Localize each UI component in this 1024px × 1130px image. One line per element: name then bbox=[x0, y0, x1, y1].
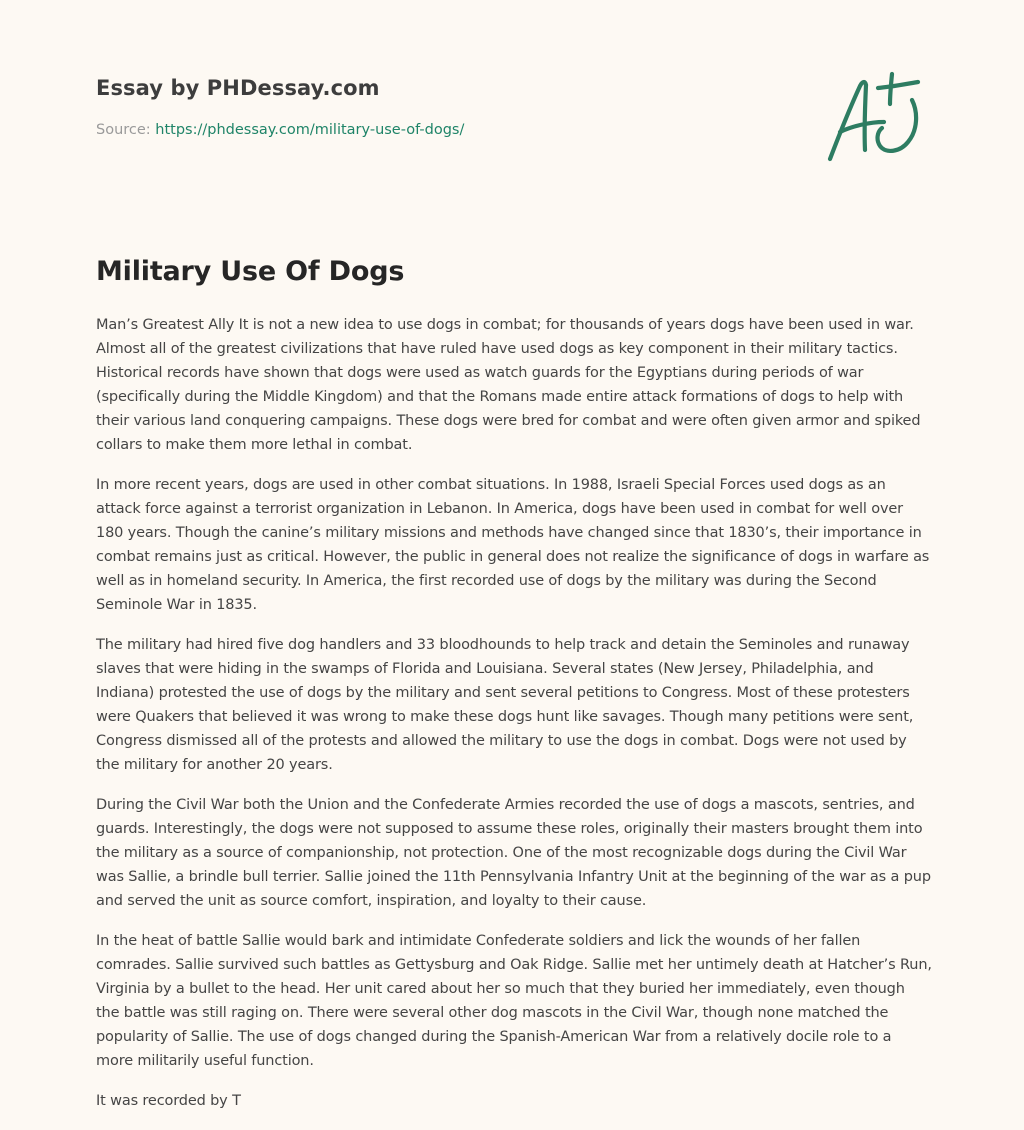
paragraph: It was recorded by T bbox=[96, 1093, 241, 1109]
article-title: Military Use Of Dogs bbox=[96, 256, 405, 287]
source-label: Source: bbox=[96, 122, 151, 138]
paragraph: Man’s Greatest Ally It is not a new idea to use dogs in combat; for thousands of years dogs have been used in war. Almost all of the greatest civilizations that have ruled have used dogs as key component in their military tactics. Historical records have shown that dogs were used as watch guards for the Egyptians during periods of war (specifically during the Middle Kingdom) and that the Romans made entire attack formations of dogs to help with their various land conquering campaigns. These dogs were bred for combat and were often given armor and spiked collars to make them more lethal in combat. bbox=[96, 317, 921, 453]
page-header bbox=[96, 76, 696, 138]
site-title: Essay by PHDessay.com bbox=[96, 76, 380, 100]
a-plus-grade-icon bbox=[822, 66, 928, 166]
paragraph: The military had hired five dog handlers and 33 bloodhounds to help track and detain the Seminoles and runaway slaves that were hiding in the swamps of Florida and Louisiana. Several states (New Jersey, Philadelphia, and Indiana) protested the use of dogs by the military and sent several petitions to Congress. Most of these protesters were Quakers that believed it was wrong to make these dogs hunt like savages. Though many petitions were sent, Congress dismissed all of the protests and allowed the military to use the dogs in combat. Dogs were not used by the military for another 20 years. bbox=[96, 637, 914, 773]
paragraph: In the heat of battle Sallie would bark and intimidate Confederate soldiers and lick the wounds of her fallen comrades. Sallie survived such battles as Gettysburg and Oak Ridge. Sallie met her untimely death at Hatcher’s Run, Virginia by a bullet to the head. Her unit cared about her so much that they buried her immediately, even though the battle was still raging on. There were several other dog mascots in the Civil War, though none matched the popularity of Sallie. The use of dogs changed during the Spanish-American War from a relatively docile role to a more militarily useful function. bbox=[96, 933, 932, 1069]
paragraph: During the Civil War both the Union and the Confederate Armies recorded the use of dogs a mascots, sentries, and guards. Interestingly, the dogs were not supposed to assume these roles, originally their masters brought them into the military as a source of companionship, not protection. One of the most recognizable dogs during the Civil War was Sallie, a brindle bull terrier. Sallie joined the 11th Pennsylvania Infantry Unit at the beginning of the war as a pup and served the unit as source comfort, inspiration, and loyalty to their cause. bbox=[96, 797, 931, 909]
source-line bbox=[96, 122, 696, 138]
paragraph: In more recent years, dogs are used in other combat situations. In 1988, Israeli Special Forces used dogs as an attack force against a terrorist organization in Lebanon. In America, dogs have been used in combat for well over 180 years. Though the canine’s military missions and methods have changed since that 1830’s, their importance in combat remains just as critical. However, the public in general does not realize the significance of dogs in warfare as well as in homeland security. In America, the first recorded use of dogs by the military was during the Second Seminole War in 1835. bbox=[96, 477, 930, 613]
source-link[interactable]: https://phdessay.com/military-use-of-dogs/ bbox=[155, 122, 465, 138]
article bbox=[96, 256, 932, 1129]
